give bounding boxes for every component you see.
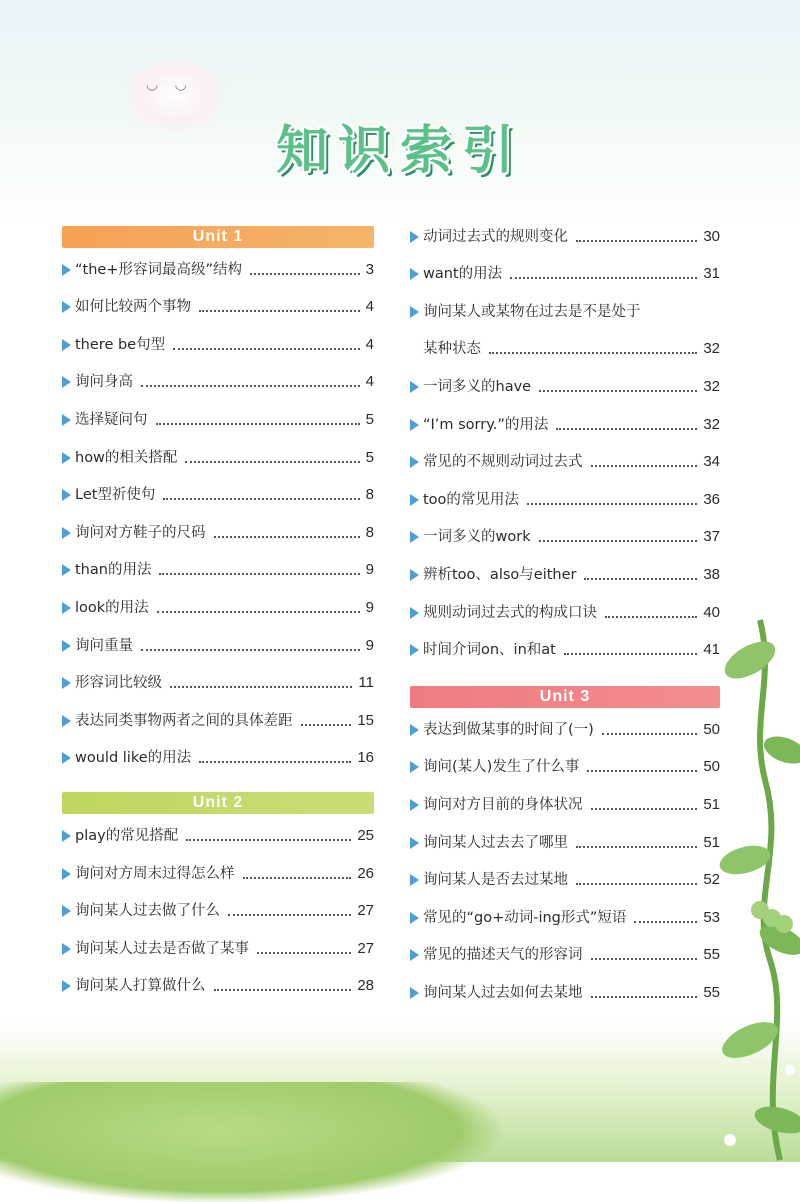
list-item[interactable] (410, 286, 720, 324)
entry-label: 询问对方鞋子的尺码 (75, 524, 206, 541)
page-number: 4 (365, 373, 374, 391)
list-item[interactable] (62, 432, 374, 470)
page-number: 26 (357, 864, 374, 882)
page-number: 30 (703, 227, 720, 245)
page-number: 5 (365, 448, 374, 466)
leader-dots (587, 770, 697, 772)
page-number: 25 (357, 826, 374, 844)
list-item[interactable] (410, 361, 720, 399)
arrow-bullet-icon (410, 494, 419, 506)
entry-label: 询问对方目前的身体状况 (423, 796, 583, 813)
list-item[interactable] (410, 930, 720, 968)
leader-dots (163, 498, 359, 500)
leader-dots (214, 536, 360, 538)
page-number: 4 (365, 298, 374, 316)
list-item[interactable] (410, 892, 720, 930)
arrow-bullet-icon (410, 874, 419, 886)
leader-dots (228, 914, 351, 916)
arrow-bullet-icon (62, 905, 71, 917)
list-item[interactable] (62, 620, 374, 658)
entry-label: 询问对方周末过得怎么样 (75, 865, 235, 882)
leader-dots (185, 461, 359, 463)
page-number: 41 (703, 641, 720, 659)
list-item[interactable] (62, 282, 374, 320)
entry-label: 询问某人过去做了什么 (75, 903, 220, 920)
list-item[interactable] (62, 319, 374, 357)
entry-label: 询问某人或某物在过去是不是处于 (423, 303, 641, 320)
unit-2-continued-list-b (410, 361, 720, 662)
list-item[interactable] (62, 923, 374, 961)
arrow-bullet-icon (62, 489, 71, 501)
leader-dots (605, 616, 697, 618)
leader-dots (591, 996, 698, 998)
list-item[interactable] (410, 474, 720, 512)
list-item[interactable] (62, 658, 374, 696)
unit-3-list (410, 704, 720, 1005)
arrow-bullet-icon (62, 301, 71, 313)
arrow-bullet-icon (410, 531, 419, 543)
entry-label: 询问某人过去是否做了某事 (75, 940, 249, 957)
arrow-bullet-icon (62, 868, 71, 880)
arrow-bullet-icon (62, 640, 71, 652)
entry-label: than的用法 (75, 562, 152, 579)
list-item-continuation[interactable] (410, 324, 720, 362)
arrow-bullet-icon (62, 339, 71, 351)
entry-label: 辨析too、also与either (423, 566, 577, 583)
leader-dots (199, 310, 360, 312)
arrow-bullet-icon (410, 381, 419, 393)
list-item[interactable] (410, 625, 720, 663)
entry-label: 时间介词on、in和at (423, 642, 556, 659)
page-number: 16 (357, 749, 374, 767)
entry-label: there be句型 (75, 336, 166, 353)
list-item[interactable] (410, 855, 720, 893)
list-item[interactable] (62, 244, 374, 282)
page-number: 9 (365, 598, 374, 616)
page-number: 28 (357, 977, 374, 995)
leader-dots (173, 348, 360, 350)
entry-label: 常见的“go+动词-ing形式”短语 (423, 909, 627, 926)
arrow-bullet-icon (410, 569, 419, 581)
list-item[interactable] (62, 545, 374, 583)
entry-label: 动词过去式的规则变化 (423, 228, 568, 245)
arrow-bullet-icon (410, 987, 419, 999)
entry-label: would like的用法 (75, 750, 192, 767)
page-number: 27 (357, 902, 374, 920)
leader-dots (157, 611, 360, 613)
page-number: 8 (365, 523, 374, 541)
unit-3-header: Unit 3 (410, 686, 720, 708)
list-item[interactable] (62, 582, 374, 620)
entry-label: 规则动词过去式的构成口诀 (423, 604, 597, 621)
page-number: 36 (703, 490, 720, 508)
leader-dots (591, 808, 698, 810)
list-item[interactable] (62, 961, 374, 999)
arrow-bullet-icon (410, 231, 419, 243)
page-number: 50 (703, 720, 720, 738)
index-column-left (62, 226, 374, 998)
leader-dots (564, 653, 697, 655)
entry-label: 常见的不规则动词过去式 (423, 454, 583, 471)
leader-dots (556, 428, 697, 430)
leader-dots (634, 921, 697, 923)
entry-label: want的用法 (423, 266, 503, 283)
list-item[interactable] (410, 779, 720, 817)
grass-hill (0, 1082, 500, 1202)
entry-label: Let型祈使句 (75, 487, 156, 504)
list-item[interactable] (62, 357, 374, 395)
arrow-bullet-icon (62, 830, 71, 842)
arrow-bullet-icon (62, 602, 71, 614)
page-number: 51 (703, 833, 720, 851)
leader-dots (576, 883, 697, 885)
entry-label: 一词多义的have (423, 378, 532, 395)
page-number: 38 (703, 565, 720, 583)
unit-1-list (62, 244, 374, 770)
entry-label: 某种状态 (423, 341, 481, 358)
page-number: 55 (703, 946, 720, 964)
leader-dots (539, 390, 697, 392)
leader-dots (527, 503, 697, 505)
page-number: 8 (365, 486, 374, 504)
entry-label: “I’m sorry.”的用法 (423, 416, 549, 433)
unit-2-list (62, 810, 374, 998)
leader-dots (257, 952, 351, 954)
page-number: 37 (703, 528, 720, 546)
cloud-face-icon: ◡ ◡ (146, 77, 193, 93)
leader-dots (214, 989, 352, 991)
arrow-bullet-icon (410, 644, 419, 656)
page-number: 9 (365, 636, 374, 654)
entry-label: 形容词比较级 (75, 675, 162, 692)
unit-1-header: Unit 1 (62, 226, 374, 248)
leader-dots (539, 540, 698, 542)
leader-dots (510, 277, 697, 279)
entry-label: 表达到做某事的时间了(一) (423, 721, 594, 738)
page-number: 53 (703, 908, 720, 926)
arrow-bullet-icon (62, 677, 71, 689)
list-item[interactable] (62, 394, 374, 432)
arrow-bullet-icon (410, 837, 419, 849)
leader-dots (576, 846, 697, 848)
page-number: 32 (703, 377, 720, 395)
index-column-right (410, 226, 720, 1005)
arrow-bullet-icon (62, 752, 71, 764)
page-number: 5 (365, 410, 374, 428)
entry-label: 表达同类事物两者之间的具体差距 (75, 712, 293, 729)
list-item[interactable] (410, 211, 720, 249)
page-number: 3 (365, 260, 374, 278)
list-item[interactable] (410, 249, 720, 287)
page-number: 11 (358, 674, 374, 692)
entry-label: 常见的描述天气的形容词 (423, 947, 583, 964)
list-item[interactable] (410, 704, 720, 742)
arrow-bullet-icon (62, 715, 71, 727)
arrow-bullet-icon (410, 306, 419, 318)
page-number: 32 (703, 340, 720, 358)
page-title: 知识索引 (275, 121, 524, 181)
leader-dots (250, 273, 360, 275)
page-number: 34 (703, 453, 720, 471)
list-item[interactable] (410, 399, 720, 437)
arrow-bullet-icon (410, 949, 419, 961)
entry-label: 选择疑问句 (75, 411, 148, 428)
unit-2-continued-list (410, 211, 720, 286)
leader-dots (159, 573, 359, 575)
page-number: 51 (703, 795, 720, 813)
entry-label: 询问某人过去去了哪里 (423, 834, 568, 851)
entry-label: 询问某人打算做什么 (75, 978, 206, 995)
page-number: 31 (703, 265, 720, 283)
arrow-bullet-icon (410, 761, 419, 773)
entry-label: 询问(某人)发生了什么事 (423, 759, 580, 776)
page-number: 15 (357, 711, 374, 729)
leader-dots (141, 385, 360, 387)
page-number: 55 (703, 983, 720, 1001)
list-item[interactable] (62, 470, 374, 508)
arrow-bullet-icon (62, 452, 71, 464)
entry-label: look的用法 (75, 599, 149, 616)
entry-label: “the+形容词最高级”结构 (75, 261, 242, 278)
list-item[interactable] (62, 886, 374, 924)
entry-label: play的常见搭配 (75, 827, 179, 844)
entry-label: how的相关搭配 (75, 449, 178, 466)
entry-label: 询问某人是否去过某地 (423, 872, 568, 889)
page-number: 50 (703, 758, 720, 776)
leader-dots (186, 839, 351, 841)
arrow-bullet-icon (410, 607, 419, 619)
arrow-bullet-icon (62, 264, 71, 276)
arrow-bullet-icon (62, 527, 71, 539)
page-number: 27 (357, 939, 374, 957)
page-number: 52 (703, 871, 720, 889)
arrow-bullet-icon (410, 799, 419, 811)
arrow-bullet-icon (410, 419, 419, 431)
list-item[interactable] (410, 549, 720, 587)
leader-dots (489, 352, 697, 354)
page-number: 4 (365, 335, 374, 353)
leader-dots (602, 733, 697, 735)
leader-dots (584, 578, 697, 580)
entry-label: 如何比较两个事物 (75, 299, 191, 316)
leader-dots (301, 724, 352, 726)
page-number: 32 (703, 415, 720, 433)
list-item[interactable] (62, 507, 374, 545)
arrow-bullet-icon (62, 376, 71, 388)
arrow-bullet-icon (62, 943, 71, 955)
list-item[interactable] (62, 810, 374, 848)
arrow-bullet-icon (62, 564, 71, 576)
arrow-bullet-icon (62, 980, 71, 992)
list-item[interactable] (62, 695, 374, 733)
list-item[interactable] (410, 587, 720, 625)
entry-label: too的常见用法 (423, 491, 519, 508)
list-item[interactable] (410, 967, 720, 1005)
leader-dots (199, 761, 351, 763)
leader-dots (591, 958, 698, 960)
entry-label: 一词多义的work (423, 529, 531, 546)
leader-dots (591, 465, 698, 467)
leader-dots (141, 649, 360, 651)
leader-dots (170, 686, 352, 688)
arrow-bullet-icon (410, 912, 419, 924)
entry-label: 询问重量 (75, 637, 133, 654)
arrow-bullet-icon (410, 268, 419, 280)
arrow-bullet-icon (410, 456, 419, 468)
leader-dots (156, 423, 360, 425)
page-number: 40 (703, 603, 720, 621)
entry-label: 询问某人过去如何去某地 (423, 984, 583, 1001)
list-item[interactable] (410, 742, 720, 780)
list-item[interactable] (62, 733, 374, 771)
page-number: 9 (365, 561, 374, 579)
leader-dots (576, 240, 697, 242)
list-item[interactable] (410, 817, 720, 855)
arrow-bullet-icon (62, 414, 71, 426)
footer-background (0, 1022, 800, 1162)
leader-dots (243, 877, 352, 879)
list-item[interactable] (410, 512, 720, 550)
list-item[interactable] (410, 437, 720, 475)
list-item[interactable] (62, 848, 374, 886)
entry-label: 询问身高 (75, 374, 133, 391)
arrow-bullet-icon (410, 724, 419, 736)
unit-2-header: Unit 2 (62, 792, 374, 814)
